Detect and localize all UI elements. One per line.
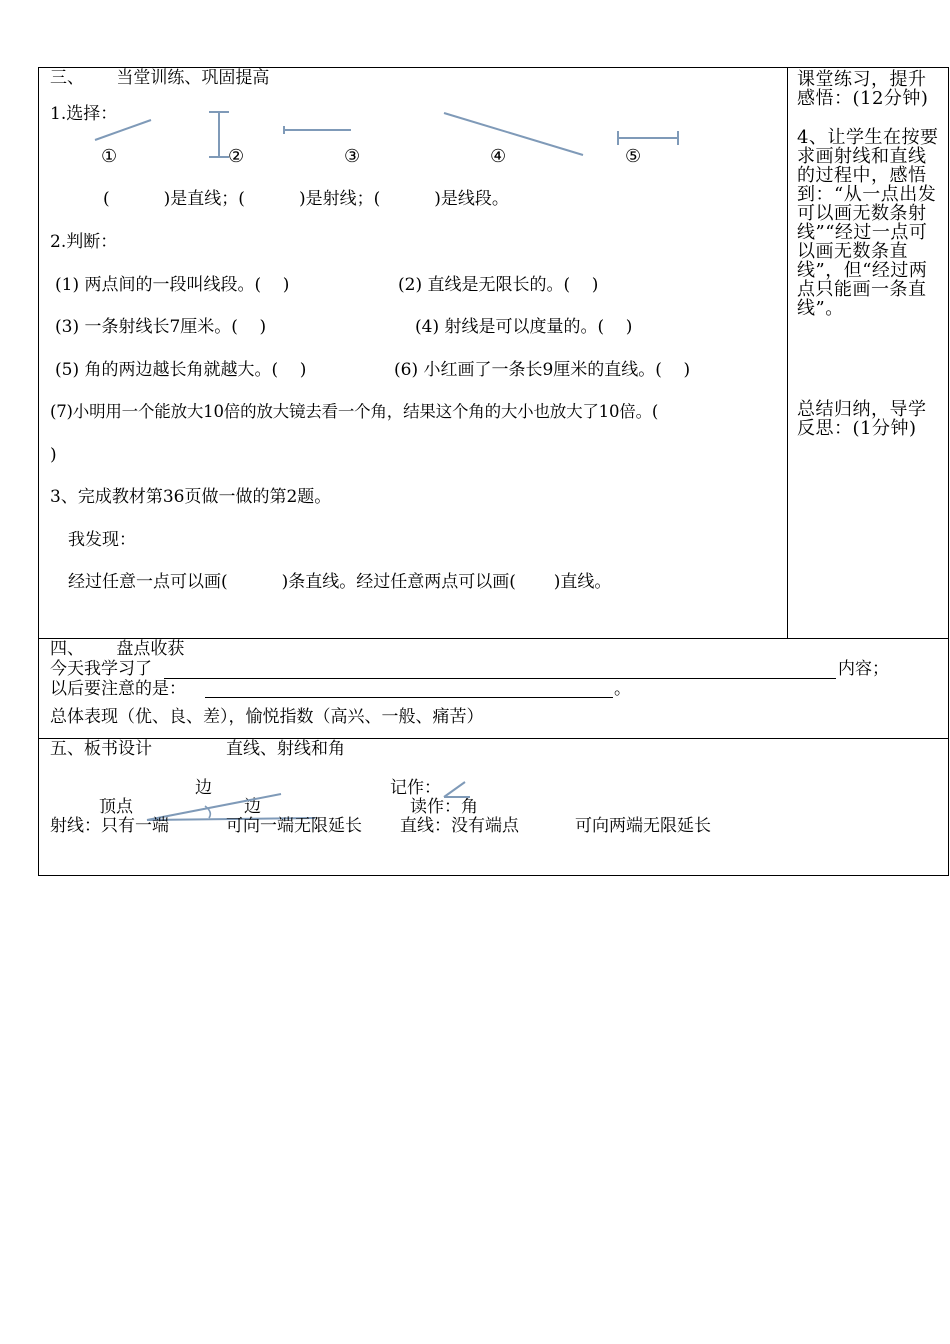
vertex-label: 顶点 [99, 797, 133, 817]
choice-num-5: ⑤ [625, 146, 642, 167]
learned-suffix: 内容； [838, 659, 889, 679]
sidebar-goal: 4、让学生在按要求画射线和直线的过程中，感悟到：“从一点出发可以画无数条射线”“经过一点可以画无数条直线”，但“经过两点只能画一条直线”。 [797, 127, 939, 319]
note-suffix: 。 [614, 679, 631, 699]
judge-7-close: ) [50, 445, 57, 465]
section4-heading: 四、 盘点收获 [50, 639, 185, 659]
q2-label: 2.判断： [50, 232, 118, 252]
board-title: 直线、射线和角 [226, 739, 345, 759]
judge-1: (1) 两点间的一段叫线段。( ) [55, 275, 290, 295]
judge-2: (2) 直线是无限长的。( ) [398, 275, 599, 295]
judge-3: (3) 一条射线长7厘米。( ) [55, 317, 267, 337]
choice-num-1: ① [101, 146, 118, 167]
angle-symbol-upper [444, 782, 465, 797]
notation-label: 记作： [390, 778, 441, 798]
learned-prefix: 今天我学习了 [50, 659, 152, 679]
ray-text: 射线：只有一端 [50, 816, 169, 836]
performance: 总体表现（优、良、差），愉悦指数（高兴、一般、痛苦） [50, 707, 484, 727]
choice-num-4: ④ [490, 146, 507, 167]
discover-label: 我发现： [68, 530, 136, 550]
judge-7: (7)小明用一个能放大10倍的放大镜去看一个角，结果这个角的大小也放大了10倍。( [50, 402, 659, 421]
edge-top-label: 边 [195, 778, 212, 798]
section3-heading: 三、 当堂训练、巩固提高 [50, 68, 270, 88]
choice-num-2: ② [228, 146, 245, 167]
sidebar-practice: 课堂练习，提升感悟：(12分钟) [797, 69, 929, 109]
q3: 3、完成教材第36页做一做的第2题。 [50, 487, 332, 507]
judge-6: (6) 小红画了一条长9厘米的直线。( ) [394, 360, 691, 380]
note-prefix: 以后要注意的是： [50, 679, 186, 699]
edge-bottom-label: 边 [244, 797, 261, 817]
q1-answer-line: ( )是直线；( )是射线；( )是线段。 [103, 189, 509, 209]
judge-4: (4) 射线是可以度量的。( ) [415, 317, 633, 337]
discover-text: 经过任意一点可以画( )条直线。经过任意两点可以画( )直线。 [68, 572, 612, 592]
ray-extend: 可向一端无限延长 [226, 816, 362, 836]
line-text: 直线：没有端点 [400, 816, 519, 836]
choice-num-3: ③ [344, 146, 361, 167]
judge-5: (5) 角的两边越长角就越大。( ) [55, 360, 307, 380]
section5-heading: 五、板书设计 [50, 739, 152, 759]
sidebar-summary: 总结归纳，导学反思：(1分钟) [797, 399, 927, 439]
read-label: 读作：角 [410, 797, 478, 817]
q1-label: 1.选择： [50, 104, 118, 124]
line-extend: 可向两端无限延长 [575, 816, 711, 836]
